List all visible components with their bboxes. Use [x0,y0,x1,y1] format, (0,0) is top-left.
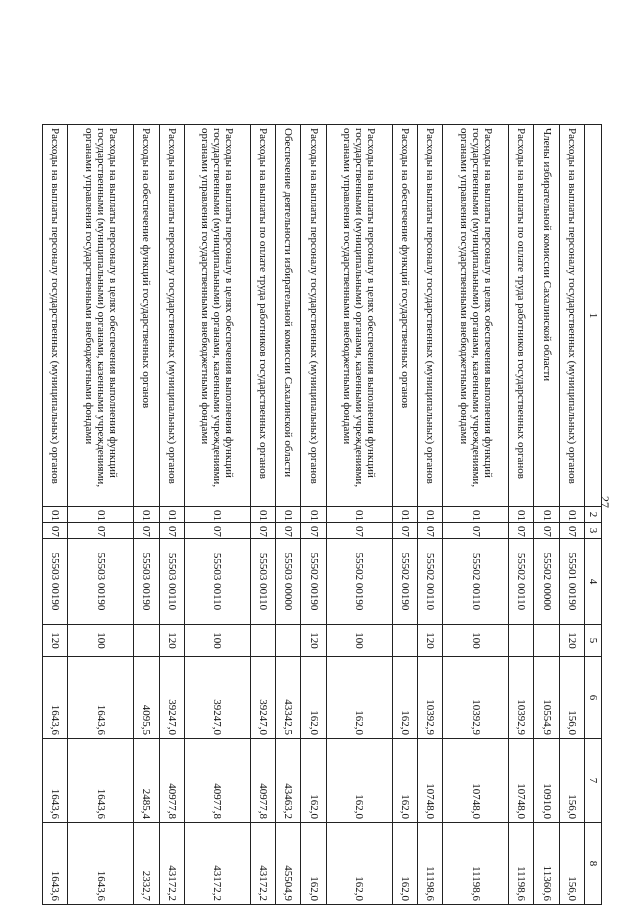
budget-table [42,124,602,905]
table-row [159,125,184,905]
subsection-code: 07 [534,523,559,539]
target-article-code: 55503 00000 [276,539,301,625]
table-row [559,125,584,905]
section-code: 01 [184,507,250,523]
amount-col-8: 2332,7 [134,823,159,905]
section-code: 01 [509,507,534,523]
table-row [301,125,326,905]
row-name: Расходы на выплаты по оплате труда работников государственных органов [250,125,275,507]
amount-col-8: 45504,9 [276,823,301,905]
expense-type-code: 120 [301,625,326,657]
target-article-code: 55503 00190 [134,539,159,625]
target-article-code: 55502 00110 [417,539,442,625]
expense-type-code: 120 [159,625,184,657]
row-name: Обеспечение деятельности избирательной комиссии Сахалинской области [276,125,301,507]
amount-col-8: 11198,6 [509,823,534,905]
target-article-code: 55503 00110 [159,539,184,625]
section-code: 01 [43,507,69,523]
amount-col-6: 10554,9 [534,657,559,739]
rotated-page [42,0,602,905]
amount-col-7: 2485,4 [134,739,159,823]
amount-col-8: 162,0 [301,823,326,905]
column-header-8: 8 [585,823,602,905]
row-name: Расходы на обеспечение функций государственных органов [392,125,417,507]
amount-col-7: 162,0 [326,739,392,823]
amount-col-7: 40977,8 [184,739,250,823]
row-name: Расходы на выплаты персоналу государственных (муниципальных) органов [159,125,184,507]
amount-col-7: 162,0 [301,739,326,823]
expense-type-code [276,625,301,657]
table-row [509,125,534,905]
row-name: Члены избирательной комиссии Сахалинской области [534,125,559,507]
expense-type-code [392,625,417,657]
table-header [585,125,602,905]
target-article-code: 55502 00190 [392,539,417,625]
subsection-code: 07 [276,523,301,539]
amount-col-7: 1643,6 [68,739,134,823]
section-code: 01 [326,507,392,523]
section-code: 01 [250,507,275,523]
table-row [534,125,559,905]
expense-type-code: 120 [43,625,69,657]
subsection-code: 07 [250,523,275,539]
expense-type-code: 100 [68,625,134,657]
table-row [443,125,509,905]
amount-col-8: 1643,6 [68,823,134,905]
row-name: Расходы на выплаты персоналу государственных (муниципальных) органов [417,125,442,507]
row-name: Расходы на выплаты персоналу в целях обеспечения выполнения функций государственными (муниципальными) органами, казенными учреждениями, органами управления государственными внебюджетными фондами [326,125,392,507]
amount-col-7: 10748,0 [443,739,509,823]
amount-col-6: 4095,5 [134,657,159,739]
target-article-code: 55502 00190 [326,539,392,625]
row-name: Расходы на выплаты персоналу в целях обеспечения выполнения функций государственными (муниципальными) органами, казенными учреждениями, органами управления государственными внебюджетными фондами [443,125,509,507]
section-code: 01 [534,507,559,523]
target-article-code: 55503 00190 [43,539,69,625]
expense-type-code: 120 [417,625,442,657]
table-row [134,125,159,905]
amount-col-6: 1643,6 [43,657,69,739]
subsection-code: 07 [392,523,417,539]
table-body [43,125,585,905]
amount-col-6: 1643,6 [68,657,134,739]
row-name: Расходы на выплаты персоналу государственных (муниципальных) органов [301,125,326,507]
amount-col-8: 162,0 [392,823,417,905]
section-code: 01 [301,507,326,523]
table-row [250,125,275,905]
amount-col-7: 10910,0 [534,739,559,823]
column-header-4: 4 [585,539,602,625]
page-number: 27 [598,496,612,508]
row-name: Расходы на выплаты персоналу государственных (муниципальных) органов [559,125,584,507]
amount-col-8: 1643,6 [43,823,69,905]
amount-col-7: 1643,6 [43,739,69,823]
column-header-1: 1 [585,125,602,507]
amount-col-8: 162,0 [326,823,392,905]
row-name: Расходы на выплаты персоналу в целях обеспечения выполнения функций государственными (муниципальными) органами, казенными учреждениями, органами управления государственными внебюджетными фондами [184,125,250,507]
subsection-code: 07 [443,523,509,539]
subsection-code: 07 [509,523,534,539]
section-code: 01 [417,507,442,523]
target-article-code: 55502 00190 [301,539,326,625]
subsection-code: 07 [43,523,69,539]
column-header-3: 3 [585,523,602,539]
table-row [326,125,392,905]
subsection-code: 07 [559,523,584,539]
table-row [392,125,417,905]
section-code: 01 [559,507,584,523]
row-name: Расходы на обеспечение функций государственных органов [134,125,159,507]
row-name: Расходы на выплаты персоналу государственных (муниципальных) органов [43,125,69,507]
table-row [184,125,250,905]
subsection-code: 07 [326,523,392,539]
subsection-code: 07 [301,523,326,539]
amount-col-6: 39247,0 [250,657,275,739]
amount-col-6: 43342,5 [276,657,301,739]
expense-type-code [134,625,159,657]
expense-type-code: 100 [443,625,509,657]
expense-type-code: 100 [184,625,250,657]
amount-col-7: 43463,2 [276,739,301,823]
amount-col-6: 162,0 [326,657,392,739]
expense-type-code: 100 [326,625,392,657]
target-article-code: 55502 00110 [443,539,509,625]
amount-col-7: 162,0 [392,739,417,823]
expense-type-code [509,625,534,657]
subsection-code: 07 [417,523,442,539]
column-header-5: 5 [585,625,602,657]
target-article-code: 55503 00110 [184,539,250,625]
amount-col-7: 40977,8 [159,739,184,823]
table-row [43,125,69,905]
section-code: 01 [392,507,417,523]
expense-type-code: 120 [559,625,584,657]
target-article-code: 55502 00000 [534,539,559,625]
section-code: 01 [276,507,301,523]
amount-col-7: 10748,0 [509,739,534,823]
row-name: Расходы на выплаты по оплате труда работников государственных органов [509,125,534,507]
table-row [276,125,301,905]
amount-col-7: 156,0 [559,739,584,823]
amount-col-8: 11198,6 [443,823,509,905]
amount-col-6: 156,0 [559,657,584,739]
amount-col-8: 43172,2 [184,823,250,905]
section-code: 01 [134,507,159,523]
amount-col-6: 10392,9 [443,657,509,739]
column-header-2: 2 [585,507,602,523]
subsection-code: 07 [184,523,250,539]
amount-col-8: 43172,2 [250,823,275,905]
subsection-code: 07 [68,523,134,539]
subsection-code: 07 [159,523,184,539]
table-row [68,125,134,905]
target-article-code: 55502 00110 [509,539,534,625]
section-code: 01 [68,507,134,523]
amount-col-8: 11360,6 [534,823,559,905]
amount-col-6: 10392,9 [417,657,442,739]
column-header-7: 7 [585,739,602,823]
amount-col-7: 10748,0 [417,739,442,823]
row-name: Расходы на выплаты персоналу в целях обеспечения выполнения функций государственными (муниципальными) органами, казенными учреждениями, органами управления государственными внебюджетными фондами [68,125,134,507]
amount-col-6: 39247,0 [159,657,184,739]
expense-type-code [534,625,559,657]
section-code: 01 [159,507,184,523]
subsection-code: 07 [134,523,159,539]
amount-col-8: 43172,2 [159,823,184,905]
target-article-code: 55501 00190 [559,539,584,625]
amount-col-6: 39247,0 [184,657,250,739]
target-article-code: 55503 00110 [250,539,275,625]
amount-col-6: 10392,9 [509,657,534,739]
amount-col-8: 11198,6 [417,823,442,905]
table-row [417,125,442,905]
expense-type-code [250,625,275,657]
column-header-6: 6 [585,657,602,739]
target-article-code: 55503 00190 [68,539,134,625]
amount-col-6: 162,0 [301,657,326,739]
amount-col-6: 162,0 [392,657,417,739]
amount-col-8: 156,0 [559,823,584,905]
amount-col-7: 40977,8 [250,739,275,823]
section-code: 01 [443,507,509,523]
